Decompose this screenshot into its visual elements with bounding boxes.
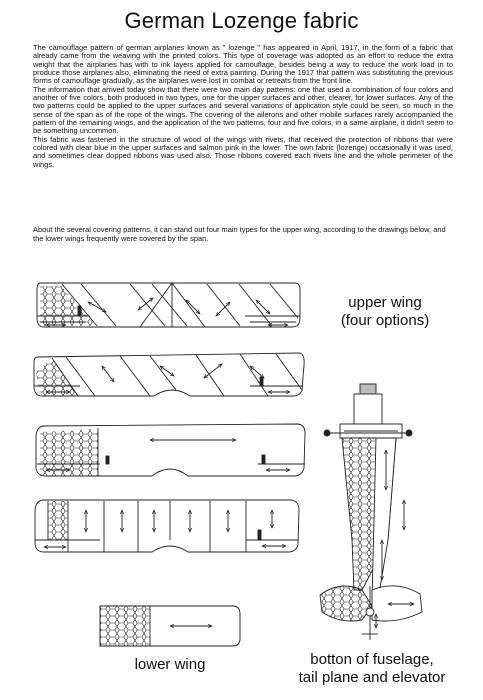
paragraph-ribbons: This fabric was fastened in the structure of wood of the wings with rivets, that received the protection of ribbons that were colored with clear blue in the upper surfaces and salmon pink in the lower. The own fabric (lozenge) occasionally it was used, and sometimes clear dopped ribbons was used also. Those ribbons covered each rivets line and the whole perimeter of the wings. <box>33 134 453 169</box>
lower-wing-label: lower wing <box>134 656 206 673</box>
fuselage-label-line1: botton of fuselage, <box>310 651 434 668</box>
upper-wing-label <box>320 294 450 330</box>
lower-wing-diagram <box>100 606 240 646</box>
upper-wing-option-3 <box>36 424 305 476</box>
paragraph-patterns: The information that arrived today show that there were two main day patterns: one that used a combination of four colors and another of five colors, both produced in two types, one for the upper surfaces and other, clearer, for lower surfaces. Any of the two patterns could be applied to the upper surfaces and several variations of application style could be seen, so much in the sense of the span as of the rope of the wings. The covering of the ailerons and other mobile surfaces rarely accompanied the pattern of the remaining wings, and the application of the two patterns, four and five colors, in a same airplane, it didn't seem to be something uncommon. <box>33 84 453 136</box>
upper-wing-option-1 <box>37 283 300 327</box>
fuselage-diagram <box>320 384 422 640</box>
intro-text: About the several covering patterns, it can stand out four main types for the upper wing, according to the drawings below, and the lower wings frequently were covered by the span. <box>33 225 446 243</box>
paragraph-history: The camouflage pattern of german airplanes known as " lozenge " has appeared in April, 1917, in the form of a fabric that already came from the weaving with the printed colors. This type of coverage was adopted as an effort to reduce the extra weight that the airplanes has with to ink layers applied for camouflage, besides being a way to reduce the work load in to produce those airplanes also, eliminating the need of extra painting. During the 1917 that pattern was substituting the previous forms of camouflage gradually, as the airplanes were lost in combat or retreats from the front line. <box>33 43 453 86</box>
page-title: German Lozenge fabric <box>124 8 359 33</box>
fuselage-label-line2: tail plane and elevator <box>298 669 446 686</box>
upper-wing-option-2 <box>34 353 304 396</box>
upper-wing-label-line1: upper wing <box>348 294 422 311</box>
fuselage-label <box>282 651 462 687</box>
upper-wing-label-line2: (four options) <box>340 312 430 329</box>
upper-wing-option-4 <box>35 500 299 552</box>
